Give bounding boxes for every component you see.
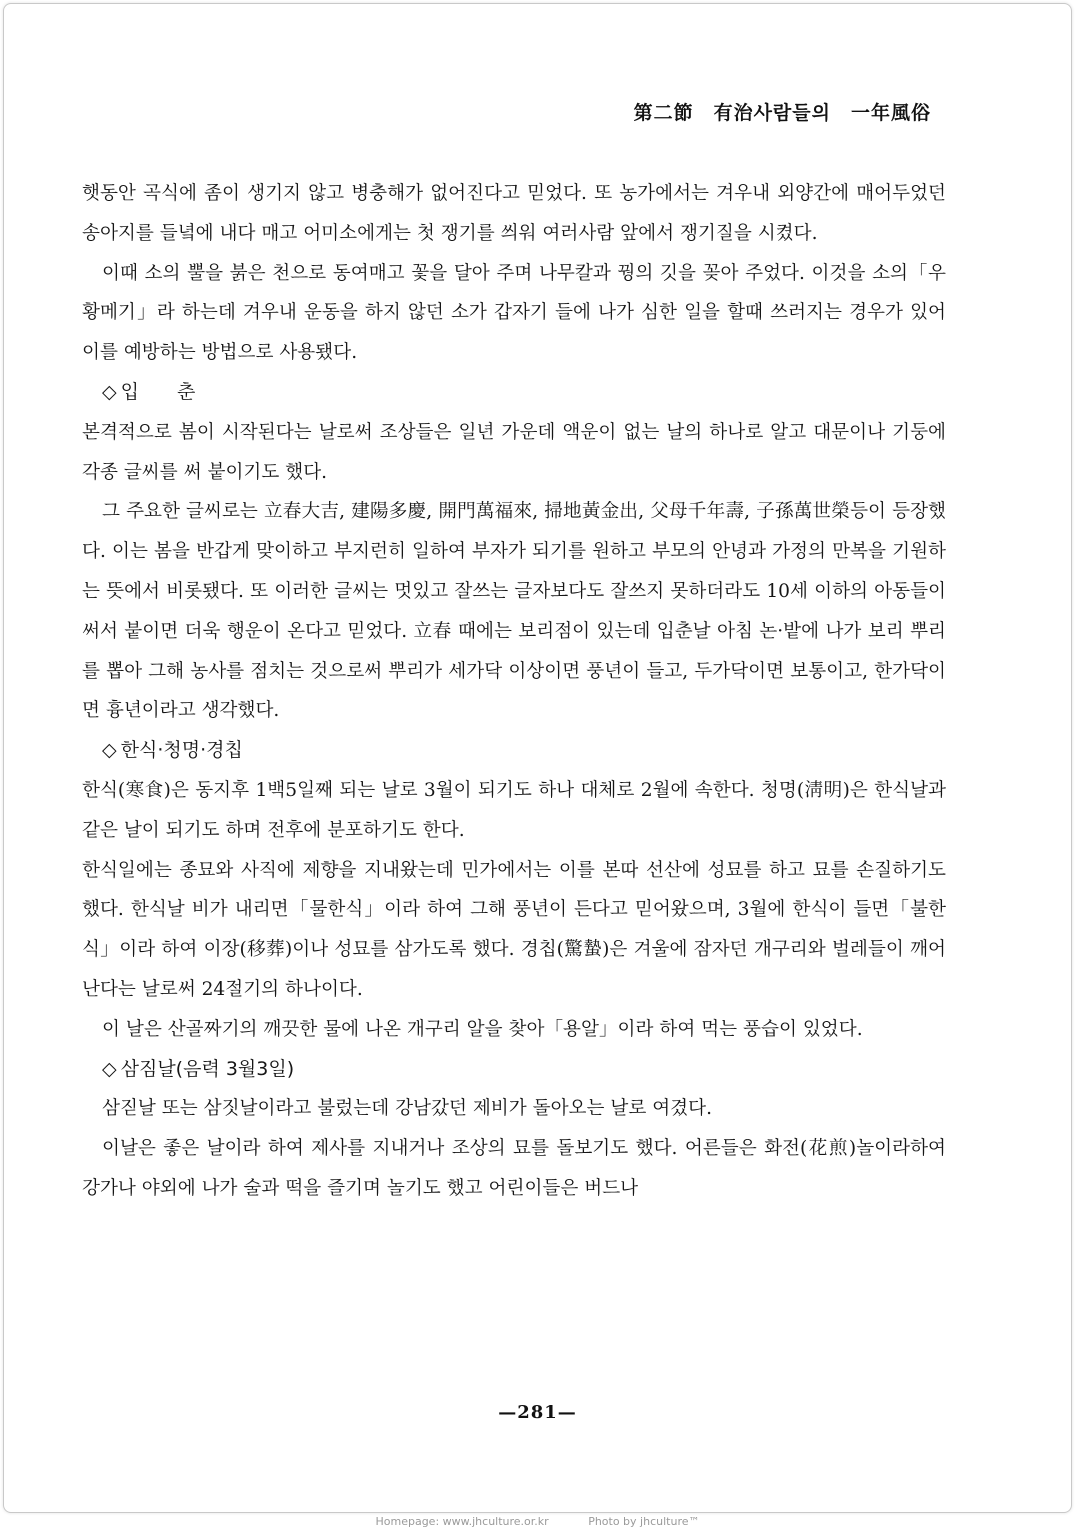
photo-credit: Photo by jhculture™ bbox=[588, 1515, 700, 1528]
page-number: —281— bbox=[498, 1402, 577, 1423]
body-paragraph: 그 주요한 글씨로는 立春大吉, 建陽多慶, 開門萬福來, 掃地黃金出, 父母千年壽, 子孫萬世榮등이 등장했다. 이는 봄을 반갑게 맞이하고 부지런히 일하여 부자가 되기를 원하고 부모의 안녕과 가정의 만복을 기원하는 뜻에서 비롯됐다. 또 이러한 글씨는 멋있고 잘쓰는 글자보다도 잘쓰지 못하더라도 10세 이하의 아동들이 써서 붙이면 더욱 행운이 온다고 믿었다. 立春 때에는 보리점이 있는데 입춘날 아침 논·밭에 나가 보리 뿌리를 뽑아 그해 농사를 점치는 것으로써 뿌리가 세가닥 이상이면 풍년이 들고, 두가닥이면 보통이고, 한가닥이면 흉년이라고 생각했다. bbox=[82, 501, 946, 722]
section-heading bbox=[82, 373, 946, 413]
page-frame bbox=[3, 3, 1072, 1513]
body-paragraph: 이때 소의 뿔을 붉은 천으로 동여매고 꽃을 달아 주며 나무칼과 꿩의 깃을 꽂아 주었다. 이것을 소의「우 황메기」라 하는데 겨우내 운동을 하지 않던 소가 갑자기 들에 나가 심한 일을 할때 쓰러지는 경우가 있어 이를 예방하는 방법으로 사용됐다. bbox=[82, 262, 946, 364]
homepage-credit: Homepage: www.jhculture.or.kr bbox=[375, 1515, 549, 1528]
body-text bbox=[82, 174, 946, 1209]
watermark-footer bbox=[0, 1515, 1075, 1528]
section-heading-text: 삼짐날(음력 3월3일) bbox=[120, 1057, 295, 1080]
body-paragraph: 본격적으로 봄이 시작된다는 날로써 조상들은 일년 가운데 액운이 없는 날의 하나로 알고 대문이나 기둥에 각종 글씨를 써 붙이기도 했다. bbox=[82, 421, 946, 483]
body-paragraph: 한식일에는 종묘와 사직에 제향을 지내왔는데 민가에서는 이를 본따 선산에 성묘를 하고 묘를 손질하기도 했다. 한식날 비가 내리면「물한식」이라 하여 그해 풍년이 든다고 믿어왔으며, 3월에 한식이 들면「불한식」이라 하여 이장(移葬)이나 성묘를 삼가도록 했다. 경칩(驚蟄)은 겨울에 잠자던 개구리와 벌레들이 깨어난다는 날로써 24절기의 하나이다. bbox=[82, 859, 946, 1000]
body-paragraph: 햇동안 곡식에 좀이 생기지 않고 병충해가 없어진다고 믿었다. 또 농가에서는 겨우내 외양간에 매어두었던 송아지를 들녘에 내다 매고 어미소에게는 첫 쟁기를 씌워 여러사람 앞에서 쟁기질을 시켰다. bbox=[82, 183, 946, 244]
body-paragraph: 한식(寒食)은 동지후 1백5일째 되는 날로 3월이 되기도 하나 대체로 2월에 속한다. 청명(淸明)은 한식날과 같은 날이 되기도 하며 전후에 분포하기도 한다. bbox=[82, 779, 946, 841]
diamond-icon: ◇ bbox=[102, 739, 117, 762]
running-header: 第二節 有治사람들의 一年風俗 bbox=[633, 102, 931, 124]
section-heading-text: 입 춘 bbox=[120, 380, 196, 403]
section-heading bbox=[82, 731, 946, 771]
body-paragraph: 삼짇날 또는 삼짓날이라고 불렀는데 강남갔던 제비가 돌아오는 날로 여겼다. bbox=[102, 1098, 713, 1120]
body-paragraph: 이날은 좋은 날이라 하여 제사를 지내거나 조상의 묘를 돌보기도 했다. 어른들은 화전(花煎)놀이라하여 강가나 야외에 나가 술과 떡을 즐기며 놀기도 했고 어린이들은 버드나 bbox=[82, 1138, 946, 1199]
diamond-icon: ◇ bbox=[102, 1057, 117, 1080]
diamond-icon: ◇ bbox=[102, 380, 117, 403]
section-heading-text: 한식·청명·경칩 bbox=[120, 739, 243, 762]
body-paragraph: 이 날은 산골짜기의 깨끗한 물에 나온 개구리 알을 찾아「용알」이라 하여 먹는 풍습이 있었다. bbox=[102, 1018, 863, 1040]
section-heading bbox=[82, 1050, 946, 1090]
